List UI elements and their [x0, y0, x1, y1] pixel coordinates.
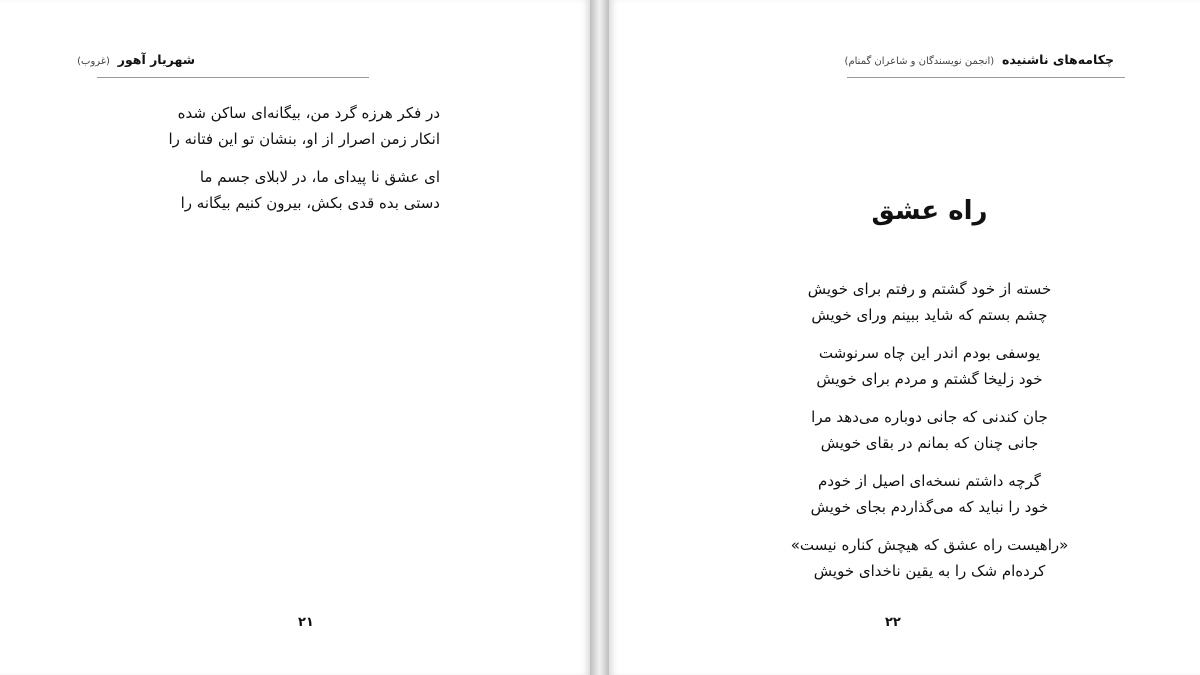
verse-line: خود را نباید که می‌گذاردم بجای خویش — [810, 498, 1049, 516]
page-number: ۲۲ — [885, 615, 901, 630]
right-page — [609, 0, 1200, 675]
stanza — [659, 340, 1200, 392]
verse-line: در فکر هرزه گرد من، بیگانه‌ای ساکن شده — [177, 104, 440, 122]
header-subtitle: (انجمن نویسندگان و شاعران گمنام) — [844, 56, 995, 67]
verse-line: چشم بستم که شاید ببینم ورای خویش — [811, 306, 1048, 324]
header-book-title: چکامه‌های ناشنیده — [1002, 52, 1114, 67]
left-poem-body — [168, 100, 440, 228]
book-spine — [590, 0, 609, 675]
header-rule — [97, 77, 369, 78]
stanza — [168, 100, 440, 152]
stanza — [659, 532, 1200, 584]
verse-line: گرچه داشتم نسخه‌ای اصیل از خودم — [818, 472, 1041, 490]
verse-line: جان کندنی که جانی دوباره می‌دهد مرا — [811, 408, 1048, 426]
header-rule — [847, 77, 1125, 78]
verse-line: دستی بده قدی بکش، بیرون کنیم بیگانه را — [180, 194, 440, 212]
right-poem-body — [609, 276, 1200, 596]
page-number: ۲۱ — [298, 615, 314, 630]
verse-line: ای عشق نا پیدای ما، در لابلای جسم ما — [199, 168, 440, 186]
verse-line: یوسفی بودم اندر این چاه سرنوشت — [818, 344, 1041, 362]
verse-line: خسته از خود گشتم و رفتم برای خویش — [807, 280, 1052, 298]
left-page — [0, 0, 590, 675]
right-running-header — [845, 52, 1114, 67]
verse-line: «راهیست راه عشق که هیچش کناره نیست» — [790, 536, 1069, 554]
verse-line: جانی چنان که بمانم در بقای خویش — [820, 434, 1039, 452]
header-collection: (غروب) — [77, 56, 110, 67]
stanza — [659, 276, 1200, 328]
stanza — [168, 164, 440, 216]
verse-line: کرده‌ام شک را به یقین ناخدای خویش — [813, 562, 1046, 580]
left-running-header — [77, 52, 195, 67]
verse-line: انکار زمن اصرار از او، بنشان تو این فتانه را — [168, 130, 440, 148]
stanza — [659, 404, 1200, 456]
verse-line: خود زلیخا گشتم و مردم برای خویش — [816, 370, 1043, 388]
header-author: شهریار آهور — [117, 52, 195, 67]
stanza — [659, 468, 1200, 520]
poem-title: راه عشق — [871, 196, 988, 226]
